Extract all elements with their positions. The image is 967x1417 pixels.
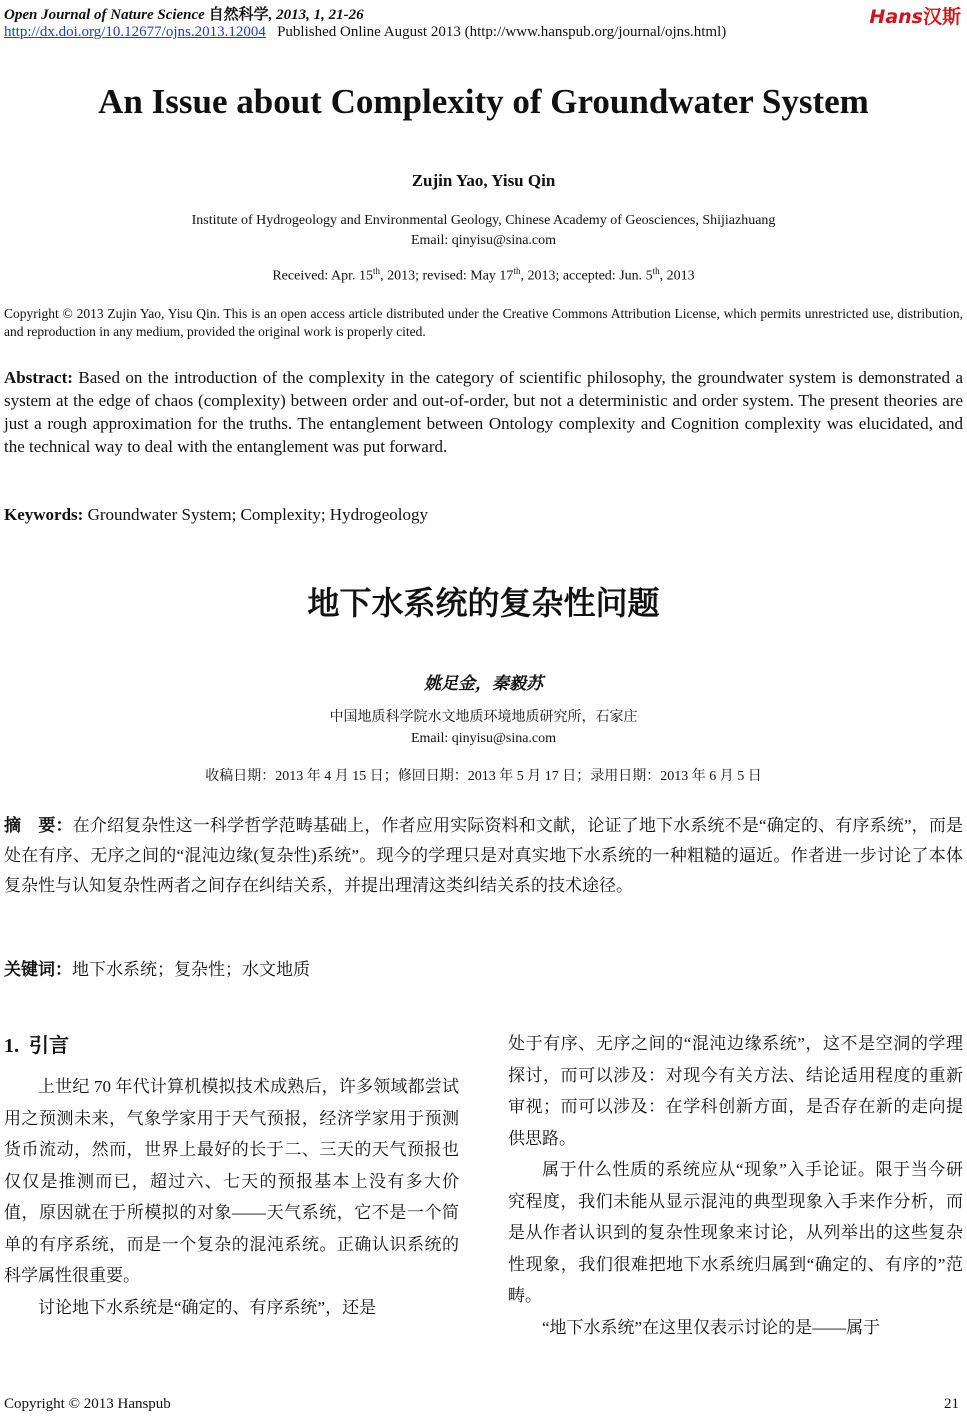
authors-zh: 姚足金，秦毅苏 [424, 674, 543, 693]
journal-header [4, 3, 364, 24]
received-dates-zh: 收稿日期：2013 年 4 月 15 日；修回日期：2013 年 5 月 17 日；录用日期：2013 年 6 月 5 日 [205, 769, 762, 784]
received-sup: th [373, 266, 381, 276]
email-zh: Email: qinyisu@sina.com [410, 731, 557, 746]
authors-en: Zujin Yao, Yisu Qin [411, 171, 556, 190]
body-column-right [508, 1028, 963, 1343]
keywords-label: Keywords: [4, 505, 84, 524]
accepted-sup: th [652, 266, 660, 276]
doi-line [4, 24, 726, 41]
hans-logo [869, 2, 961, 29]
doi-link[interactable]: http://dx.doi.org/10.12677/ojns.2013.12004 [4, 24, 266, 40]
journal-name-zh: 自然科学 [208, 7, 269, 23]
revised-sup: th [513, 266, 521, 276]
body-paragraph: 处于有序、无序之间的“混沌边缘系统”，这不是空洞的学理探讨，而可以涉及：对现今有关方法、结论适用程度的重新审视；而可以涉及：在学科创新方面，是否存在新的走向提供思路。 [508, 1034, 963, 1148]
section-heading [4, 1028, 459, 1063]
published-online: Published Online August 2013 (http://www.hanspub.org/journal/ojns.html) [277, 24, 727, 40]
journal-issue: , 2013, 1, 21-26 [268, 7, 364, 23]
abstract-zh-label: 摘 要： [4, 816, 73, 836]
keywords-zh [4, 955, 310, 980]
abstract-text: Based on the introduction of the complexity in the category of scientific philosophy, the groundwater system is demonstrated a system at the edge of chaos (complexity) between order and out-of-order, but not a deterministic and order system. The present theories are just a rough approximation for the truths. The entanglement between Ontology complexity and Cognition complexity was elucidated, and the technical way to deal with the entanglement was put forward. [4, 368, 963, 456]
keywords-en [4, 505, 428, 525]
accepted-part: , 2013; accepted: Jun. 5 [520, 268, 653, 284]
page-number: 21 [944, 1396, 959, 1412]
body-paragraph: “地下水系统”在这里仅表示讨论的是——属于 [542, 1317, 881, 1337]
affiliation-en: Institute of Hydrogeology and Environmental Geology, Chinese Academy of Geosciences, Shijiazhuang [191, 213, 776, 228]
abstract-zh-text: 在介绍复杂性这一科学哲学范畴基础上，作者应用实际资料和文献，论证了地下水系统不是“确定的、有序系统”，而是处在有序、无序之间的“混沌边缘(复杂性)系统”。现今的学理只是对真实地下水系统的一种粗糙的逼近。作者进一步讨论了本体复杂性与认知复杂性两者之间存在纠结关系，并提出理清这类纠结关系的技术途径。 [4, 816, 963, 895]
abstract-zh [4, 811, 963, 901]
year-part: , 2013 [659, 268, 695, 284]
affiliation-zh: 中国地质科学院水文地质环境地质研究所，石家庄 [329, 710, 638, 725]
logo-text-zh: 汉斯 [922, 6, 961, 28]
email-en: Email: qinyisu@sina.com [410, 233, 557, 248]
abstract-label: Abstract: [4, 368, 73, 387]
affiliation-block-zh [0, 707, 967, 749]
title-en: An Issue about Complexity of Groundwater System [98, 82, 869, 121]
received-part: Received: Apr. 15 [272, 268, 374, 284]
body-paragraph: 讨论地下水系统是“确定的、有序系统”，还是 [38, 1297, 377, 1317]
keywords-zh-label: 关键词： [4, 960, 72, 980]
received-dates-en [0, 266, 967, 285]
keywords-text: Groundwater System; Complexity; Hydrogeology [83, 505, 429, 524]
copyright-note: Copyright © 2013 Zujin Yao, Yisu Qin. This is an open access article distributed under the Creative Commons Attribution License, which permits unrestricted use, distribution, and reproduction in any medium, provided the original work is properly cited. [4, 306, 963, 339]
title-zh: 地下水系统的复杂性问题 [307, 584, 660, 622]
section-number: 1. [4, 1035, 19, 1057]
body-column-left [4, 1028, 459, 1323]
body-paragraph: 属于什么性质的系统应从“现象”入手论证。限于当今研究程度，我们未能从显示混沌的典型现象入手来作分析，而是从作者认识到的复杂性现象来讨论，从列举出的这些复杂性现象，我们很难把地下水系统归属到“确定的、有序的”范畴。 [508, 1160, 963, 1305]
journal-name: Open Journal of Nature Science [4, 7, 205, 23]
affiliation-block-en [0, 211, 967, 251]
keywords-zh-text: 地下水系统；复杂性；水文地质 [72, 960, 310, 979]
footer-copyright: Copyright © 2013 Hanspub [4, 1396, 171, 1412]
logo-text-en: Hans [869, 6, 923, 28]
body-paragraph: 上世纪 70 年代计算机模拟技术成熟后，许多领域都尝试用之预测未来，气象学家用于天气预报，经济学家用于预测货币流动，然而，世界上最好的长于二、三天的天气预报也仅仅是推测而已，超过六、七天的预报基本上没有多大价值，原因就在于所模拟的对象——天气系统，它不是一个简单的有序系统，而是一个复杂的混沌系统。正确认识系统的科学属性很重要。 [4, 1077, 459, 1285]
revised-part: , 2013; revised: May 17 [380, 268, 514, 284]
abstract-en [4, 366, 963, 458]
section-title: 引言 [29, 1033, 69, 1057]
